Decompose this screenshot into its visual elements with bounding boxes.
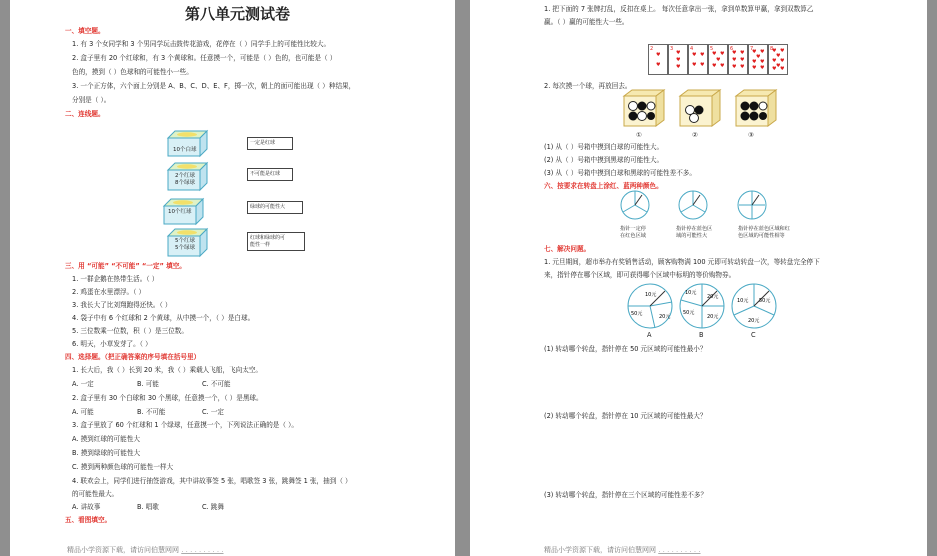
- question-text: (1) 转动哪个转盘，指针停在 50 元区域的可能性最小？: [544, 345, 707, 353]
- footer-link: . . . . . . . . . .: [181, 546, 224, 554]
- card-rank: 4: [690, 46, 694, 52]
- option-c: C. 一定: [202, 408, 224, 416]
- question-text: 3. 一个正方体，六个面上分别是 A、B、C、D、E、F，掷一次，朝上的面可能出现（ ）种结果，: [72, 82, 356, 90]
- wheel-b-50: 50元: [683, 310, 695, 316]
- playing-card: 3 ♥ ♥ ♥: [668, 44, 688, 75]
- question-text: 2. 每次摸一个球，再放回去。: [544, 82, 632, 90]
- wheel-a-20: 20元: [659, 314, 671, 320]
- wheel-label: C: [751, 331, 756, 339]
- box-label: 10个红球: [168, 209, 192, 215]
- section-fill-words: 三、用 “可能” “不可能” “一定” 填空。: [65, 262, 186, 270]
- left-page: [10, 0, 455, 556]
- reward-wheels: [625, 282, 785, 337]
- playing-card: 4 ♥ ♥ ♥ ♥: [688, 44, 708, 75]
- cube-number: ②: [692, 131, 698, 139]
- spinner-2: [679, 191, 707, 219]
- wheel-a: [628, 284, 672, 328]
- question-text: 1. 有 3 个女同学和 3 个男同学玩击鼓传花游戏，花停在（ ）同学手上的可能性比较大。: [72, 40, 331, 48]
- question-text: 6. 明天，小草发芽了。（ ）: [72, 340, 152, 348]
- wheel-b: [680, 284, 724, 328]
- option-c: C. 跳舞: [202, 503, 224, 511]
- wheel-label: B: [699, 331, 704, 339]
- footer-link: . . . . . . . . . .: [658, 546, 701, 554]
- footer: [67, 545, 224, 555]
- page-title: 第八单元测试卷: [185, 5, 291, 23]
- outcome-box: 一定是红球: [247, 137, 293, 150]
- section-fill-blank: 一、填空题。: [65, 27, 105, 35]
- spinner-label: 指针停在蓝色区 域的可能性大: [676, 226, 713, 239]
- question-text: 1. 把下面的 7 张牌打乱，反扣在桌上。 每次任意拿出一张，拿到单数算甲赢，拿到双数算乙: [544, 5, 814, 13]
- playing-card: 6 ♥ ♥ ♥ ♥ ♥ ♥: [728, 44, 748, 75]
- wheel-c-10: 10元: [737, 298, 749, 304]
- outcome-box: 绿球的可能性大: [247, 201, 303, 214]
- spinner-label: 指针一定停 在红色区域: [620, 226, 646, 239]
- option-a: A. 一定: [72, 380, 94, 388]
- box-label: 10个白球: [173, 147, 197, 153]
- question-text: 4. 袋子中有 6 个红球和 2 个黄球，从中摸一个，（ ）是白球。: [72, 314, 255, 322]
- option-b: B. 不可能: [137, 408, 166, 416]
- question-text: (3) 转动哪个转盘，指针停在三个区域的可能性差不多？: [544, 491, 708, 499]
- card-rank: 5: [710, 46, 714, 52]
- cube-3: [736, 90, 776, 126]
- footer-text: 精品小学资源下载，请访问伯慧网网: [67, 546, 179, 554]
- right-page: [470, 0, 927, 556]
- footer: [544, 545, 701, 555]
- question-text: 3. 我长大了比刘翔跑得还快。（ ）: [72, 301, 172, 309]
- question-text: 2. 盒子里有 20 个红球和，有 3 个黄球和。任意摸一个，可能是（ ）色的，也可能是（ ）: [72, 54, 337, 62]
- option-a: A. 可能: [72, 408, 94, 416]
- option-c: C. 摸到两种颜色球的可能性一样大: [72, 463, 174, 471]
- question-text: 2. 鸡蛋在水里漂浮。（ ）: [72, 288, 146, 296]
- question-text: 3. 盒子里放了 60 个红球和 1 个绿球，任意摸一个，下列说法正确的是（ ）。: [72, 421, 298, 429]
- wheel-b-20b: 20元: [707, 314, 719, 320]
- outcome-box: 红球和绿球的可 能性一样: [247, 232, 305, 251]
- question-text: 5. 三位数乘一位数，积（ ）是三位数。: [72, 327, 188, 335]
- question-text: 来，指针停在哪个区域，即可获得哪个区域中标明的等价购物券。: [544, 271, 736, 279]
- question-text: 2. 盒子里有 30 个白球和 30 个黑球，任意摸一个，（ ）是黑球。: [72, 394, 263, 402]
- wheel-b-20a: 20元: [707, 294, 719, 300]
- wheel-c-50: 50元: [759, 298, 771, 304]
- box-label: 2个红球 8个绿球: [175, 173, 195, 186]
- card-rank: 6: [730, 46, 734, 52]
- spinner-label: 指针停在蓝色区域和红 色区域的可能性相等: [738, 226, 790, 239]
- option-b: B. 唱歌: [137, 503, 159, 511]
- question-text: 4. 联欢会上，同学们进行抽签游戏，其中讲故事签 5 张，唱歌签 3 张，跳舞签 1 张，抽到（ ）: [72, 477, 352, 485]
- wheel-a-50: 50元: [631, 311, 643, 317]
- question-text: (1) 从（ ）号箱中摸到白球的可能性大。: [544, 143, 664, 151]
- ball-cubes-figure: [620, 88, 800, 136]
- question-text: 1. 长大后，我（ ）长到 20 米，我（ ）乘载人飞船，飞向太空。: [72, 366, 263, 374]
- spinner-1: [621, 191, 649, 219]
- option-a: A. 摸到红球的可能性大: [72, 435, 140, 443]
- spinner-3: [738, 191, 766, 219]
- playing-card: 2 ♥ ♥: [648, 44, 668, 75]
- wheel-a-10: 10元: [645, 292, 657, 298]
- card-rank: 2: [650, 46, 654, 52]
- option-b: B. 可能: [137, 380, 159, 388]
- card-rank: 8: [770, 46, 774, 52]
- question-text: (2) 从（ ）号箱中摸到黑球的可能性大。: [544, 156, 664, 164]
- playing-card: 7 ♥ ♥ ♥ ♥ ♥ ♥ ♥: [748, 44, 768, 75]
- question-text: 的可能性最大。: [72, 490, 119, 498]
- footer-text: 精品小学资源下载，请访问伯慧网网: [544, 546, 656, 554]
- box-label: 5个红球 5个绿球: [175, 238, 195, 251]
- cube-2: [680, 90, 720, 126]
- section-picture-fill: 五、看图填空。: [65, 516, 112, 524]
- question-text: 1. 元旦期间，超市举办有奖销售活动，顾客购物满 100 元即可转动转盘一次，等转盘完全停下: [544, 258, 820, 266]
- option-a: A. 讲故事: [72, 503, 101, 511]
- section-problem-solving: 七、解决问题。: [544, 245, 591, 253]
- option-b: B. 摸到绿球的可能性大: [72, 449, 141, 457]
- card-rank: 7: [750, 46, 754, 52]
- question-text: 分别是（ ）。: [72, 96, 111, 104]
- card-rank: 3: [670, 46, 674, 52]
- outcome-box: 不可能是红球: [247, 168, 293, 181]
- question-text: (3) 从（ ）号箱中摸到白球和黑球的可能性差不多。: [544, 169, 696, 177]
- section-color-spinner: 六、按要求在转盘上涂红、蓝两种颜色。: [544, 182, 663, 190]
- playing-card: 8 ♥ ♥ ♥ ♥ ♥ ♥ ♥ ♥: [768, 44, 788, 75]
- cube-number: ③: [748, 131, 754, 139]
- blank-spinners: [620, 190, 800, 224]
- playing-card: 5 ♥ ♥ ♥ ♥ ♥: [708, 44, 728, 75]
- wheel-label: A: [647, 331, 652, 339]
- question-text: 1. 一群企鹅在热带生活。（ ）: [72, 275, 159, 283]
- wheel-c: [732, 284, 776, 328]
- section-choice: 四、选择题。（把正确答案的序号填在括号里）: [65, 353, 201, 361]
- question-text: 色的，摸到（ ）色球和的可能性小一些。: [72, 68, 193, 76]
- section-matching: 二、连线题。: [65, 110, 105, 118]
- option-c: C. 不可能: [202, 380, 231, 388]
- question-text: 赢。（ ）赢的可能性大一些。: [544, 18, 629, 26]
- wheel-c-20: 20元: [748, 318, 760, 324]
- cube-number: ①: [636, 131, 642, 139]
- wheel-b-10: 10元: [685, 290, 697, 296]
- cube-1: [624, 90, 664, 126]
- question-text: (2) 转动哪个转盘，指针停在 10 元区域的可能性最大？: [544, 412, 707, 420]
